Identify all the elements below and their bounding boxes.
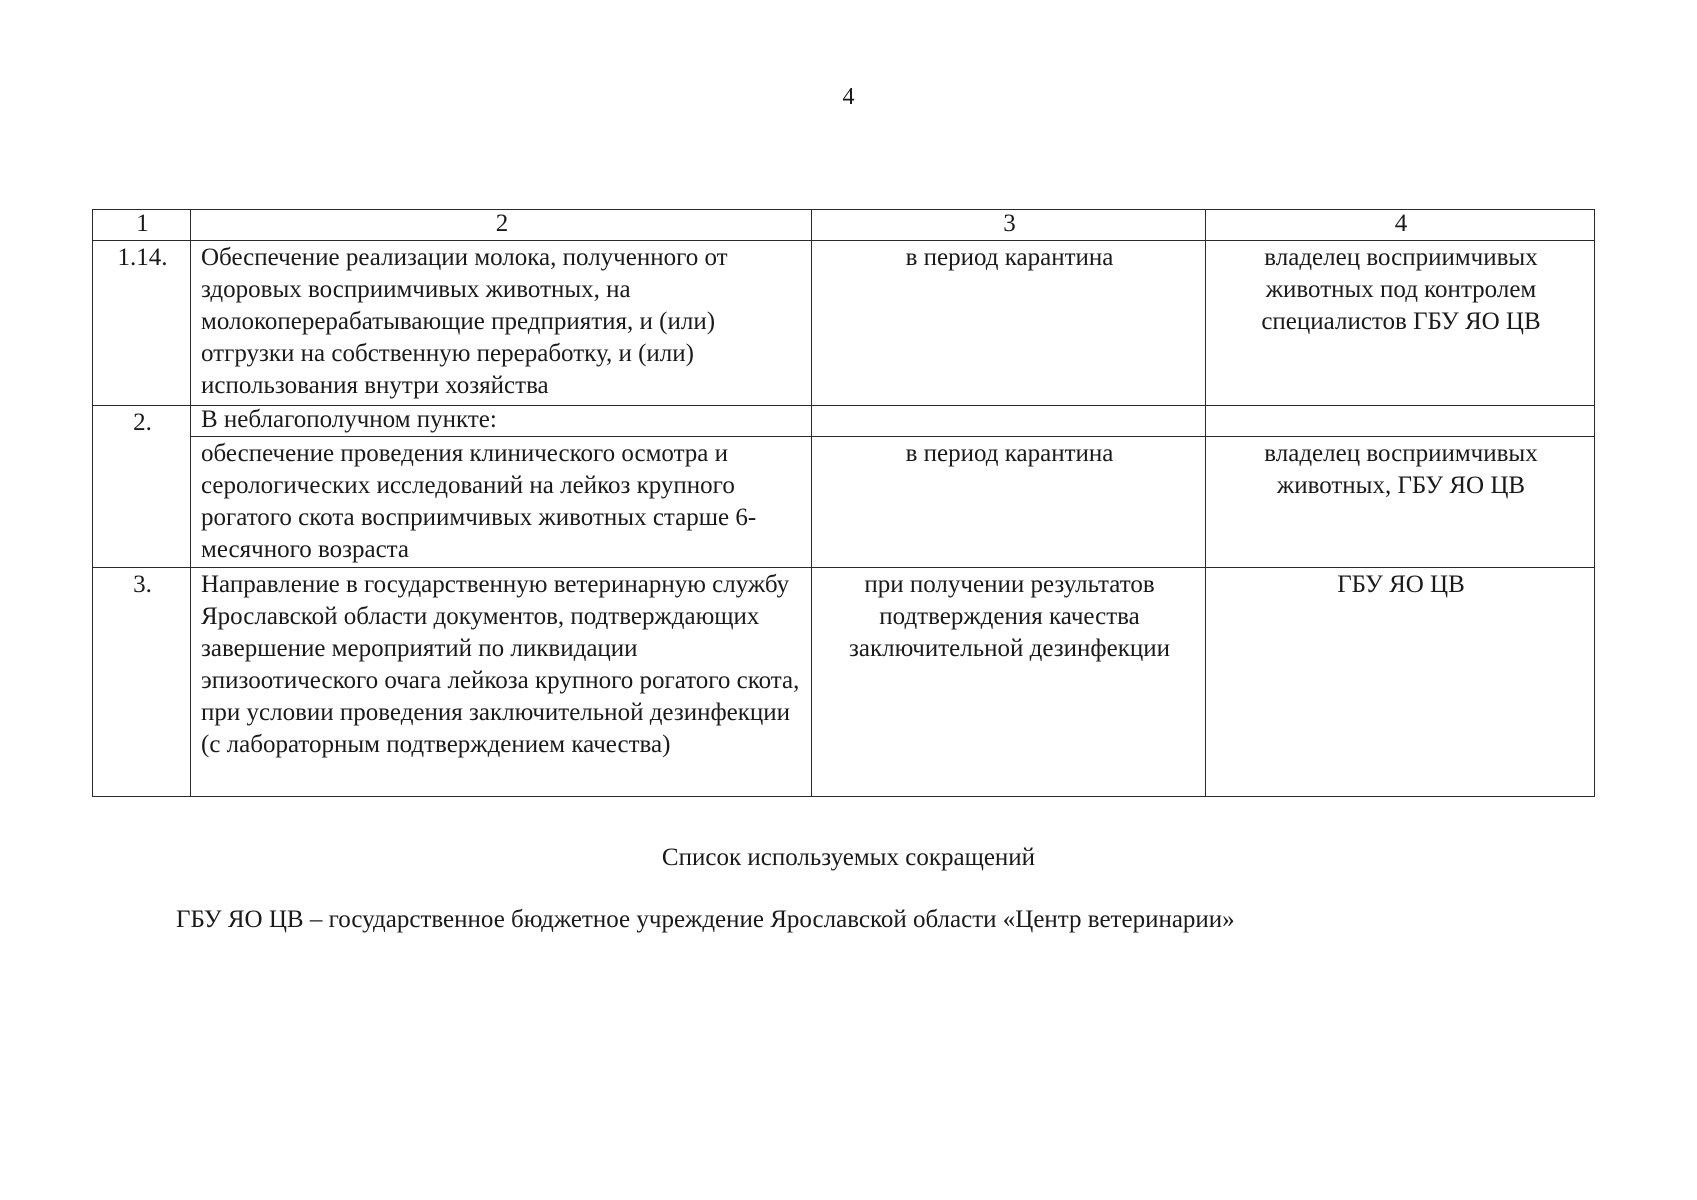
- row-term: [812, 406, 1206, 437]
- row-action: Обеспечение реализации молока, полученного от здоровых восприимчивых животных, на молокоперерабатывающие предприятия, и (или) отгрузки на собственную переработку, и (или) использования внутри хозяйства: [191, 241, 812, 406]
- row-term: в период карантина: [812, 437, 1206, 568]
- header-cell: 4: [1206, 210, 1595, 241]
- header-cell: 2: [191, 210, 812, 241]
- row-responsible: владелец восприимчивых животных, ГБУ ЯО ЦВ: [1206, 437, 1595, 568]
- header-cell: 3: [812, 210, 1206, 241]
- row-action: обеспечение проведения клинического осмотра и серологических исследований на лейкоз крупного рогатого скота восприимчивых животных старше 6-месячного возраста: [191, 437, 812, 568]
- abbreviations-title: Список используемых сокращений: [661, 844, 1036, 871]
- table-header-row: [93, 210, 1595, 241]
- abbreviation-item: ГБУ ЯО ЦВ – государственное бюджетное учреждение Ярославской области «Центр ветеринарии»: [176, 906, 1235, 933]
- table-row: [93, 437, 1595, 568]
- header-cell: 1: [93, 210, 191, 241]
- page-number: 4: [842, 84, 855, 110]
- table-row: [93, 568, 1595, 797]
- table-row: [93, 241, 1595, 406]
- row-term: в период карантина: [812, 241, 1206, 406]
- row-responsible: [1206, 406, 1595, 437]
- table-row: [93, 406, 1595, 437]
- row-action: В неблагополучном пункте:: [191, 406, 812, 437]
- row-action: Направление в государственную ветеринарную службу Ярославской области документов, подтверждающих завершение мероприятий по ликвидации эпизоотического очага лейкоза крупного рогатого скота, при условии проведения заключительной дезинфекции (с лабораторным подтверждением качества): [191, 568, 812, 797]
- row-term: при получении результатов подтверждения качества заключительной дезинфекции: [812, 568, 1206, 797]
- row-responsible: владелец восприимчивых животных под контролем специалистов ГБУ ЯО ЦВ: [1206, 241, 1595, 406]
- row-number: 2.: [93, 406, 191, 568]
- row-responsible: ГБУ ЯО ЦВ: [1206, 568, 1595, 797]
- measures-table: [92, 209, 1595, 797]
- row-number: 3.: [93, 568, 191, 797]
- row-number: 1.14.: [93, 241, 191, 406]
